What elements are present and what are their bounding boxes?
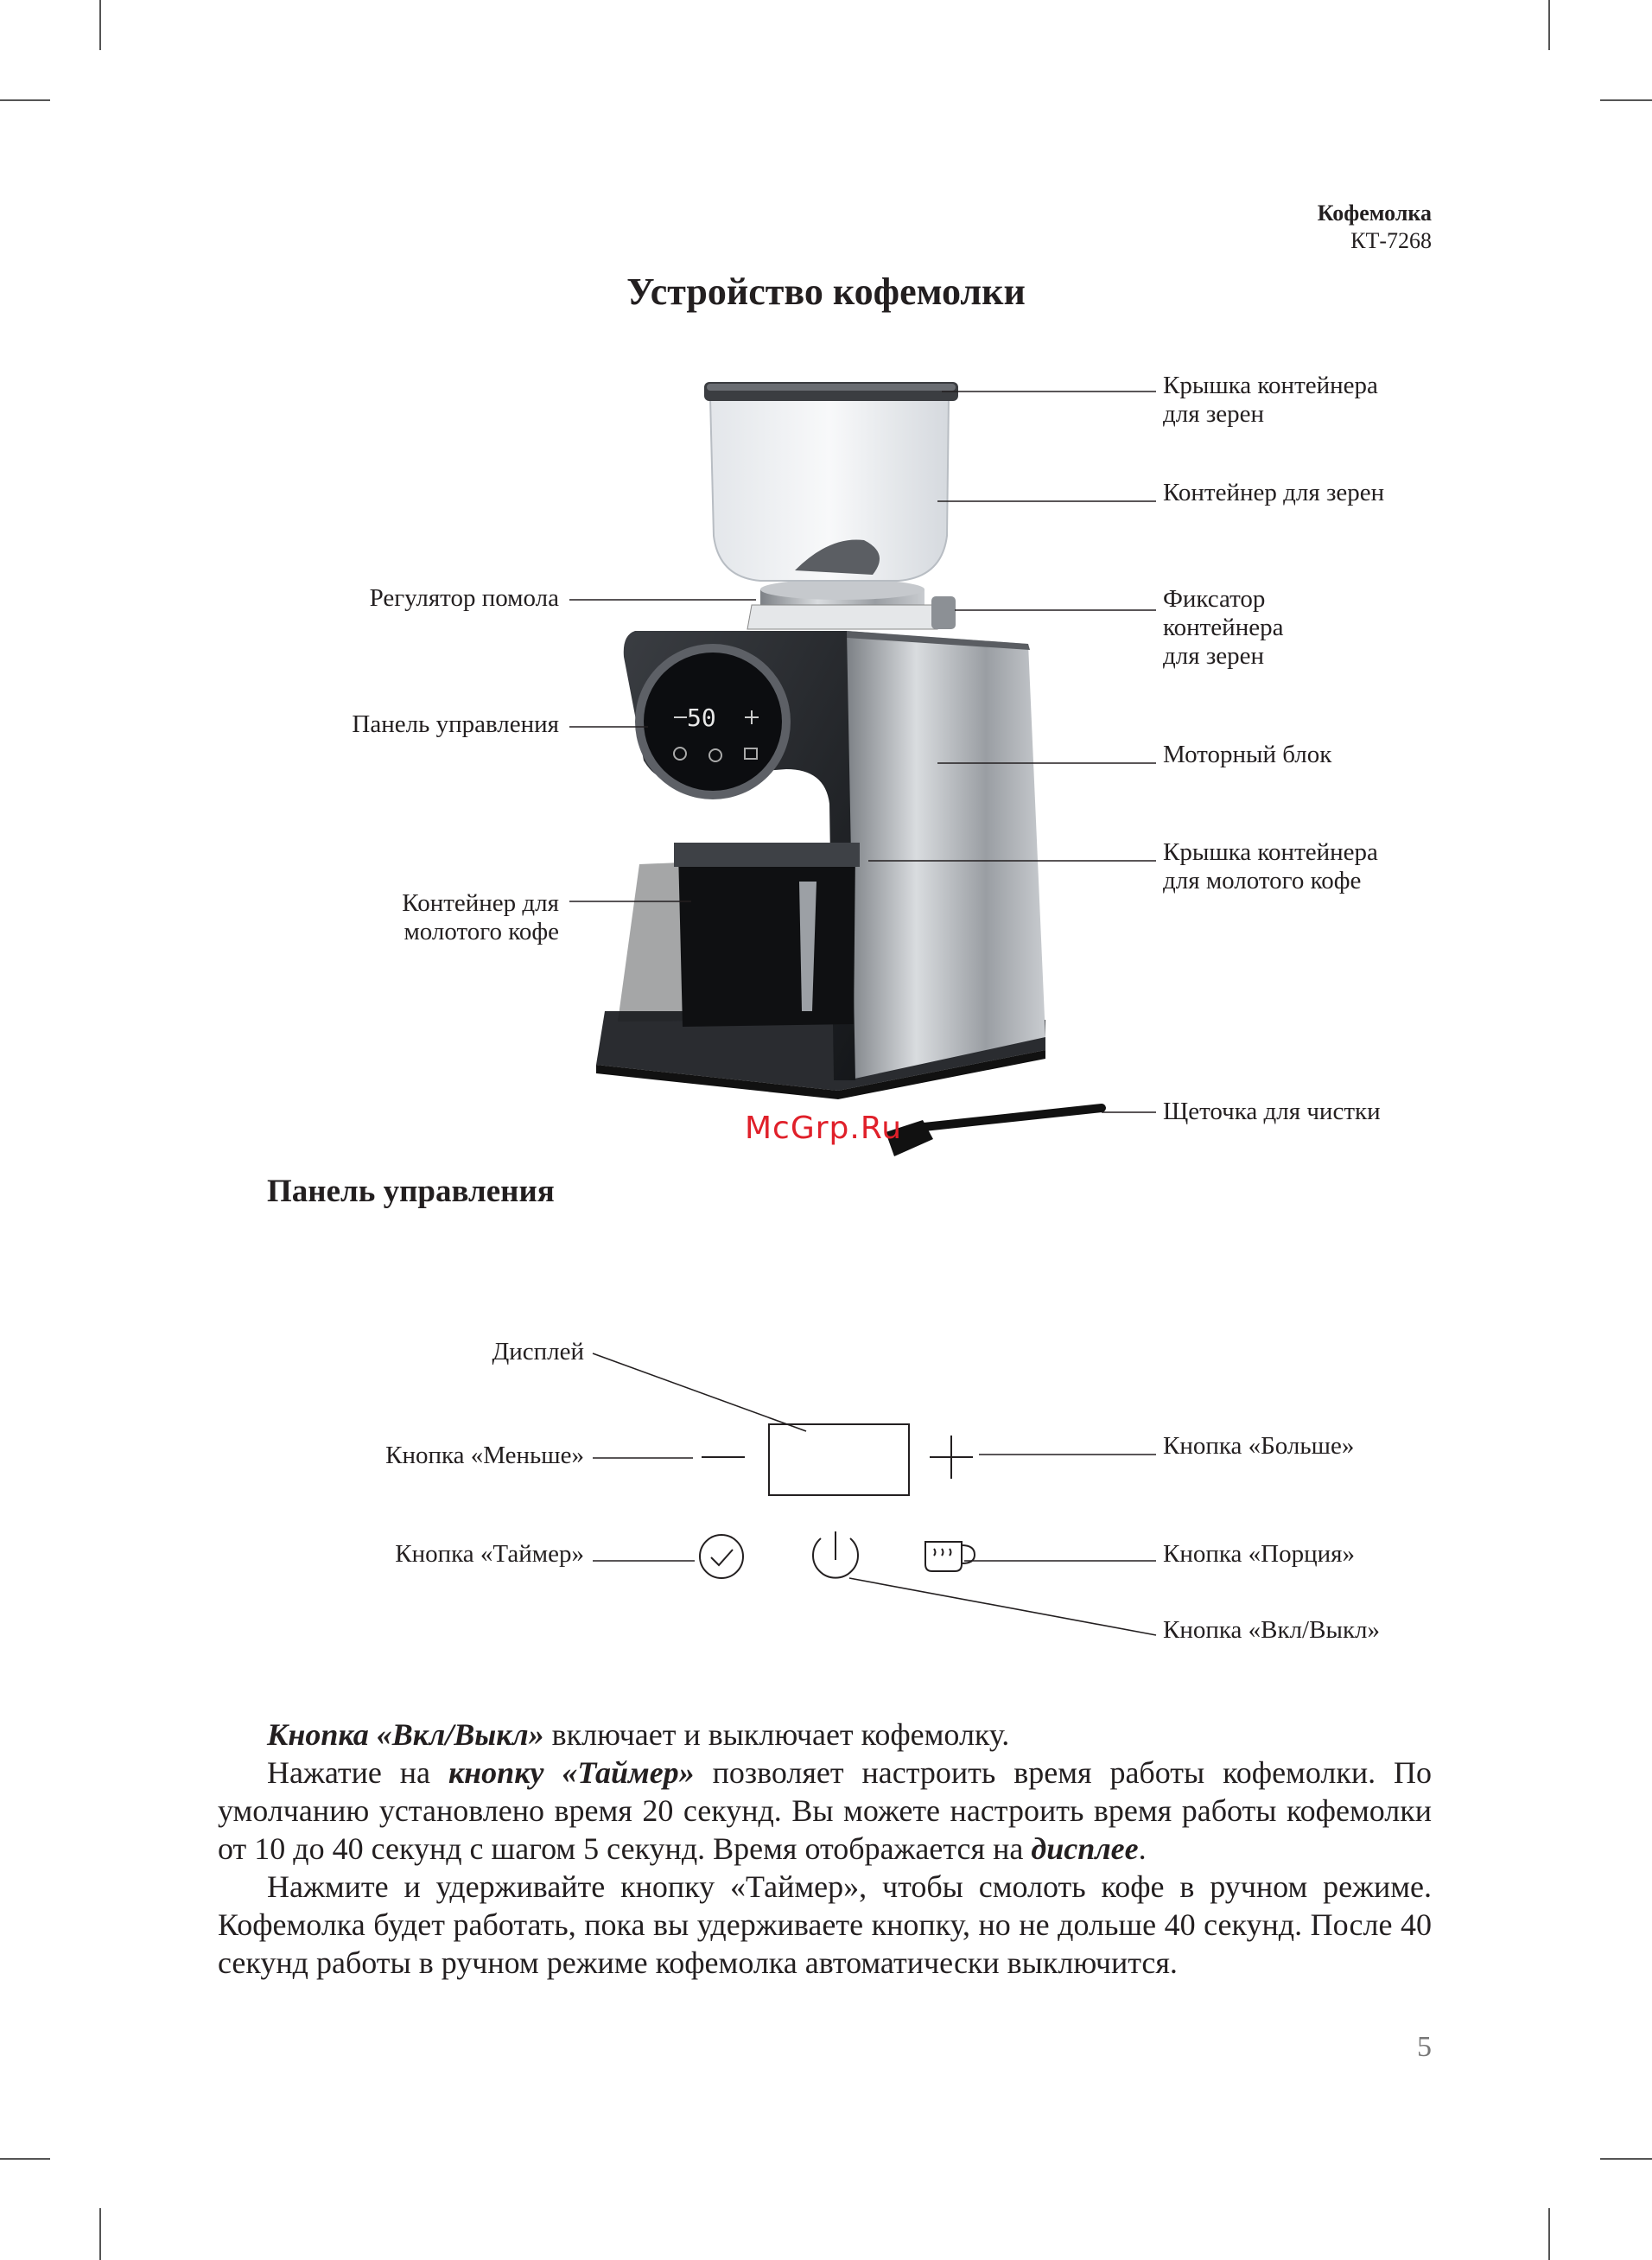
display-readout: 50	[687, 703, 716, 732]
label-ground-lid-line1: Крышка контейнера	[1163, 838, 1378, 866]
display-box	[769, 1424, 909, 1495]
label-display: Дисплей	[492, 1338, 584, 1366]
label-ground-lid-line2: для молотого кофе	[1163, 867, 1362, 894]
paragraph-manual: Нажмите и удерживайте кнопку «Таймер», чтобы смолоть кофе в ручном режиме. Кофемолка будет работать, пока вы удерживаете кнопку, но не дольше 40 секунд. После 40 секунд работы в ручном режиме кофемолка автоматически выключится.	[218, 1869, 1432, 1980]
watermark: McGrp.Ru	[745, 1111, 903, 1146]
display-term: дисплее	[1031, 1831, 1139, 1866]
description-text	[218, 1716, 1432, 1982]
section-title: Панель управления	[267, 1174, 555, 1209]
label-grind-regulator: Регулятор помола	[369, 584, 559, 612]
label-power-button: Кнопка «Вкл/Выкл»	[1163, 1616, 1381, 1644]
label-ground-container-line1: Контейнер для	[402, 889, 559, 917]
cup-icon	[925, 1542, 975, 1571]
label-cleaning-brush: Щеточка для чистки	[1163, 1098, 1381, 1125]
paragraph-timer-text-a: Нажатие на	[267, 1755, 448, 1790]
label-bean-lid-line1: Крышка контейнера	[1163, 372, 1378, 399]
label-minus-button: Кнопка «Меньше»	[385, 1442, 584, 1469]
timer-icon	[700, 1535, 743, 1578]
label-ground-container-line2: молотого кофе	[403, 918, 559, 945]
header-product: Кофемолка	[1317, 201, 1432, 226]
power-button-term: Кнопка «Вкл/Выкл»	[267, 1717, 544, 1752]
label-lock-line1: Фиксатор	[1163, 585, 1266, 613]
label-plus-button: Кнопка «Больше»	[1163, 1432, 1355, 1460]
plus-icon	[930, 1436, 973, 1479]
paragraph-power-text: включает и выключает кофемолку.	[543, 1717, 1010, 1752]
label-bean-container: Контейнер для зерен	[1163, 479, 1385, 506]
paragraph-timer-text-b: позволяет настроить время работы кофемолки. По умолчанию установлено время 20 секунд. Вы можете настроить время работы кофемолки от 10 до 40 секунд с шагом 5 секунд. Время отображается на	[218, 1755, 1432, 1866]
page-title: Устройство кофемолки	[626, 271, 1026, 313]
timer-button-term: кнопку «Таймер»	[448, 1755, 695, 1790]
paragraph-power	[218, 1716, 1432, 1754]
paragraph-timer-text-c: .	[1138, 1831, 1147, 1866]
power-icon	[813, 1531, 858, 1578]
label-timer-button: Кнопка «Таймер»	[395, 1540, 584, 1568]
label-portion-button: Кнопка «Порция»	[1163, 1540, 1355, 1568]
label-bean-lid-line2: для зерен	[1163, 400, 1265, 428]
label-motor-block: Моторный блок	[1163, 741, 1332, 768]
label-control-panel: Панель управления	[352, 710, 559, 738]
header-model: КТ-7268	[1350, 228, 1432, 253]
page-number: 5	[1417, 2031, 1432, 2063]
label-lock-line3: для зерен	[1163, 642, 1265, 670]
label-lock-line2: контейнера	[1163, 614, 1284, 641]
paragraph-timer	[218, 1754, 1432, 1868]
